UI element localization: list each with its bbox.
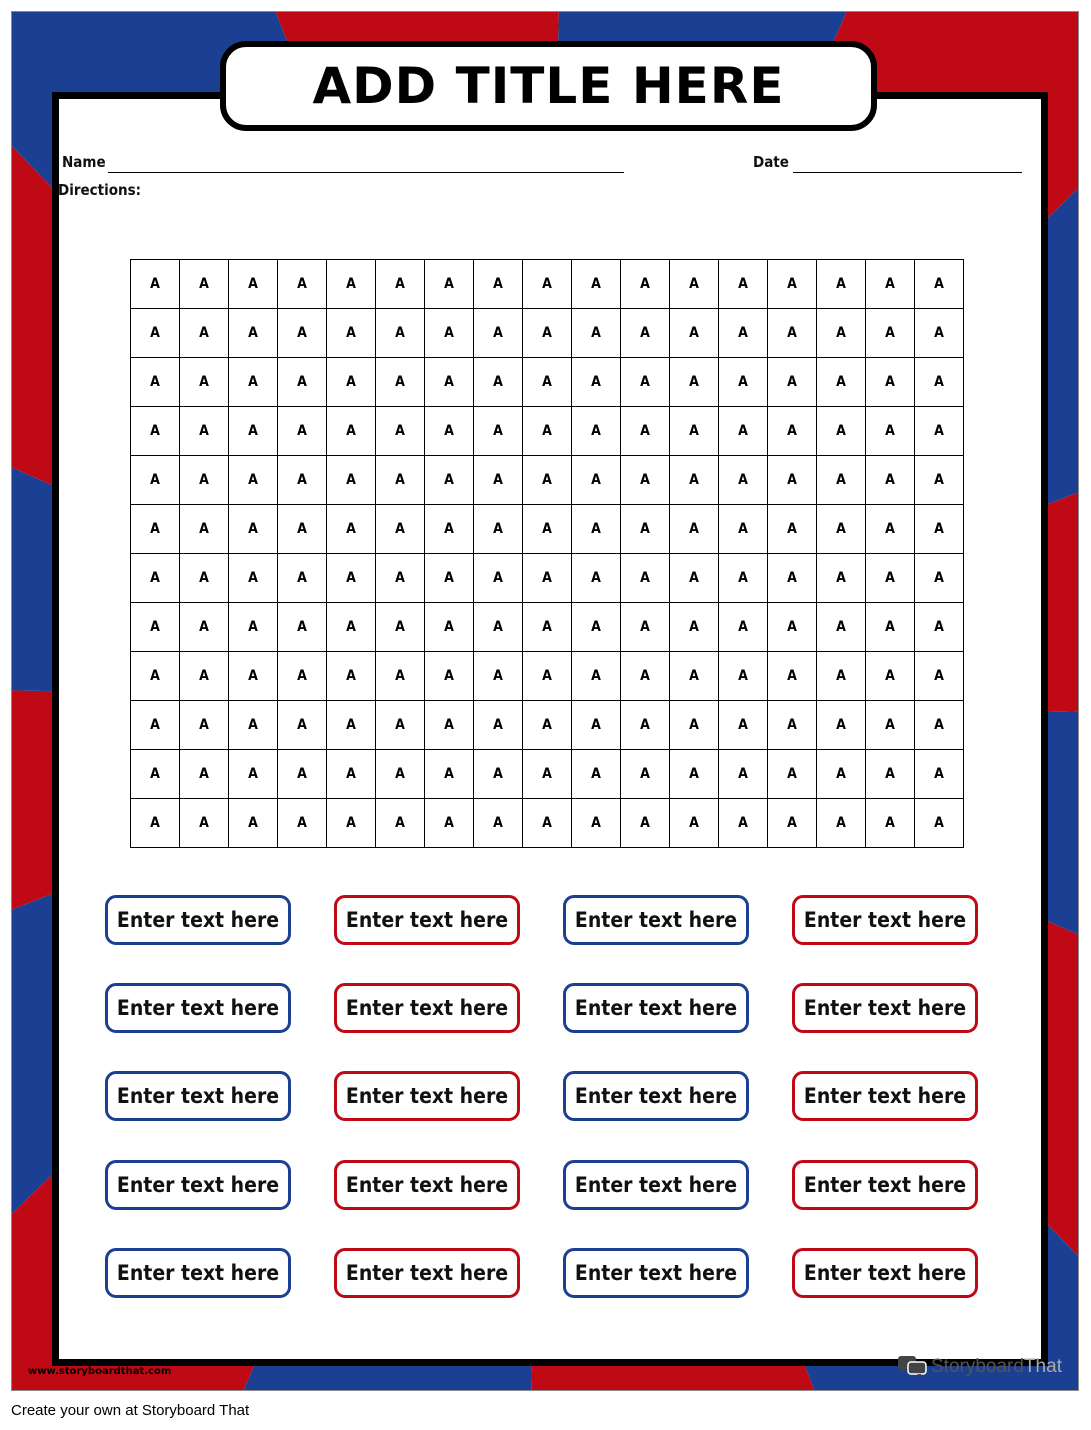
grid-cell[interactable]: A	[670, 799, 719, 848]
grid-cell[interactable]: A	[670, 554, 719, 603]
grid-cell[interactable]: A	[474, 309, 523, 358]
grid-cell[interactable]: A	[572, 750, 621, 799]
grid-cell[interactable]: A	[474, 603, 523, 652]
grid-cell[interactable]: A	[229, 358, 278, 407]
grid-cell[interactable]: A	[278, 750, 327, 799]
grid-cell[interactable]: A	[915, 456, 964, 505]
grid-cell[interactable]: A	[523, 799, 572, 848]
grid-cell[interactable]: A	[278, 603, 327, 652]
grid-cell[interactable]: A	[670, 652, 719, 701]
grid-cell[interactable]: A	[180, 750, 229, 799]
grid-cell[interactable]: A	[621, 358, 670, 407]
grid-cell[interactable]: A	[425, 701, 474, 750]
grid-cell[interactable]: A	[278, 309, 327, 358]
grid-cell[interactable]: A	[719, 456, 768, 505]
grid-cell[interactable]: A	[572, 456, 621, 505]
grid-row	[131, 554, 964, 603]
grid-cell[interactable]: A	[621, 652, 670, 701]
grid-cell[interactable]: A	[572, 652, 621, 701]
brand-name-a: Storyboard	[931, 1356, 1024, 1377]
grid-cell[interactable]: A	[474, 260, 523, 309]
grid-cell[interactable]: A	[866, 799, 915, 848]
grid-cell[interactable]: A	[523, 554, 572, 603]
grid-cell[interactable]: A	[817, 309, 866, 358]
grid-cell[interactable]: A	[670, 260, 719, 309]
grid-cell[interactable]: A	[425, 505, 474, 554]
grid-cell[interactable]: A	[817, 603, 866, 652]
grid-cell[interactable]: A	[523, 750, 572, 799]
grid-cell[interactable]: A	[572, 358, 621, 407]
grid-cell[interactable]: A	[719, 750, 768, 799]
grid-cell[interactable]: A	[131, 603, 180, 652]
grid-cell[interactable]: A	[523, 358, 572, 407]
grid-cell[interactable]: A	[180, 260, 229, 309]
word-bank-box[interactable]: Enter text here	[334, 1160, 520, 1210]
grid-cell[interactable]: A	[229, 701, 278, 750]
grid-cell[interactable]: A	[376, 309, 425, 358]
word-bank-box[interactable]: Enter text here	[563, 1160, 749, 1210]
grid-cell[interactable]: A	[131, 407, 180, 456]
name-line[interactable]	[108, 172, 624, 173]
grid-row	[131, 750, 964, 799]
grid-cell[interactable]: A	[621, 407, 670, 456]
grid-row	[131, 603, 964, 652]
grid-cell[interactable]: A	[915, 701, 964, 750]
grid-cell[interactable]: A	[131, 358, 180, 407]
grid-row	[131, 358, 964, 407]
date-label: Date	[753, 153, 789, 171]
grid-cell[interactable]: A	[670, 750, 719, 799]
grid-cell[interactable]: A	[572, 260, 621, 309]
word-bank-box[interactable]: Enter text here	[563, 895, 749, 945]
grid-cell[interactable]: A	[131, 701, 180, 750]
grid-cell[interactable]: A	[278, 358, 327, 407]
footer-text[interactable]: Create your own at Storyboard That	[11, 1402, 250, 1419]
grid-cell[interactable]: A	[621, 799, 670, 848]
grid-cell[interactable]: A	[327, 652, 376, 701]
grid-cell[interactable]: A	[180, 309, 229, 358]
grid-cell[interactable]: A	[817, 358, 866, 407]
grid-cell[interactable]: A	[229, 505, 278, 554]
grid-cell[interactable]: A	[768, 456, 817, 505]
word-bank-box[interactable]: Enter text here	[105, 1160, 291, 1210]
grid-cell[interactable]: A	[670, 505, 719, 554]
grid-cell[interactable]: A	[915, 652, 964, 701]
grid-cell[interactable]: A	[376, 603, 425, 652]
grid-cell[interactable]: A	[719, 554, 768, 603]
word-bank-box[interactable]: Enter text here	[334, 1248, 520, 1298]
grid-cell[interactable]: A	[719, 603, 768, 652]
grid-cell[interactable]: A	[817, 554, 866, 603]
grid-cell[interactable]: A	[621, 603, 670, 652]
grid-cell[interactable]: A	[327, 505, 376, 554]
grid-cell[interactable]: A	[474, 652, 523, 701]
grid-cell[interactable]: A	[376, 260, 425, 309]
word-bank-box[interactable]: Enter text here	[334, 983, 520, 1033]
grid-cell[interactable]: A	[229, 309, 278, 358]
grid-cell[interactable]: A	[866, 358, 915, 407]
grid-cell[interactable]: A	[670, 456, 719, 505]
grid-cell[interactable]: A	[425, 456, 474, 505]
name-label: Name	[62, 153, 106, 171]
grid-cell[interactable]: A	[278, 652, 327, 701]
word-bank-box[interactable]: Enter text here	[792, 895, 978, 945]
brand-name	[931, 1356, 1062, 1378]
grid-cell[interactable]: A	[327, 603, 376, 652]
grid-cell[interactable]: A	[131, 554, 180, 603]
grid-cell[interactable]: A	[915, 505, 964, 554]
word-bank-box[interactable]: Enter text here	[334, 1071, 520, 1121]
grid-row	[131, 799, 964, 848]
grid-cell[interactable]: A	[180, 456, 229, 505]
grid-cell[interactable]: A	[278, 505, 327, 554]
word-bank-box[interactable]: Enter text here	[792, 983, 978, 1033]
grid-cell[interactable]: A	[866, 701, 915, 750]
grid-row	[131, 701, 964, 750]
grid-cell[interactable]: A	[278, 799, 327, 848]
grid-cell[interactable]: A	[376, 750, 425, 799]
grid-cell[interactable]: A	[229, 799, 278, 848]
grid-cell[interactable]: A	[621, 456, 670, 505]
grid-cell[interactable]: A	[915, 260, 964, 309]
grid-cell[interactable]: A	[327, 456, 376, 505]
word-bank-box[interactable]: Enter text here	[334, 895, 520, 945]
grid-row	[131, 260, 964, 309]
grid-cell[interactable]: A	[229, 456, 278, 505]
grid-cell[interactable]: A	[278, 407, 327, 456]
grid-cell[interactable]: A	[817, 260, 866, 309]
grid-cell[interactable]: A	[131, 260, 180, 309]
grid-cell[interactable]: A	[376, 407, 425, 456]
word-bank-box[interactable]: Enter text here	[563, 1248, 749, 1298]
grid-cell[interactable]: A	[768, 309, 817, 358]
grid-cell[interactable]: A	[719, 260, 768, 309]
grid-cell[interactable]: A	[572, 554, 621, 603]
grid-cell[interactable]: A	[474, 554, 523, 603]
grid-cell[interactable]: A	[572, 799, 621, 848]
grid-cell[interactable]: A	[572, 407, 621, 456]
word-bank-box[interactable]: Enter text here	[792, 1248, 978, 1298]
grid-cell[interactable]: A	[621, 309, 670, 358]
grid-cell[interactable]: A	[425, 358, 474, 407]
grid-cell[interactable]: A	[425, 309, 474, 358]
date-line[interactable]	[793, 172, 1022, 173]
grid-cell[interactable]: A	[915, 358, 964, 407]
grid-cell[interactable]: A	[915, 799, 964, 848]
grid-cell[interactable]: A	[572, 505, 621, 554]
grid-cell[interactable]: A	[670, 701, 719, 750]
grid-cell[interactable]: A	[425, 260, 474, 309]
grid-cell[interactable]: A	[523, 701, 572, 750]
grid-cell[interactable]: A	[866, 456, 915, 505]
grid-cell[interactable]: A	[866, 554, 915, 603]
grid-row	[131, 652, 964, 701]
grid-cell[interactable]: A	[621, 505, 670, 554]
grid-cell[interactable]: A	[621, 554, 670, 603]
grid-cell[interactable]: A	[768, 652, 817, 701]
grid-cell[interactable]: A	[278, 260, 327, 309]
grid-cell[interactable]: A	[131, 799, 180, 848]
grid-cell[interactable]: A	[915, 407, 964, 456]
title-box[interactable]	[220, 41, 877, 131]
grid-cell[interactable]: A	[180, 652, 229, 701]
grid-cell[interactable]: A	[474, 799, 523, 848]
grid-cell[interactable]: A	[376, 799, 425, 848]
grid-cell[interactable]: A	[327, 750, 376, 799]
grid-cell[interactable]: A	[866, 603, 915, 652]
grid-cell[interactable]: A	[621, 750, 670, 799]
grid-cell[interactable]: A	[866, 652, 915, 701]
grid-cell[interactable]: A	[523, 652, 572, 701]
grid-cell[interactable]: A	[425, 652, 474, 701]
grid-cell[interactable]: A	[425, 750, 474, 799]
grid-cell[interactable]: A	[474, 407, 523, 456]
grid-cell[interactable]: A	[474, 358, 523, 407]
grid-cell[interactable]: A	[817, 407, 866, 456]
grid-cell[interactable]: A	[523, 407, 572, 456]
grid-cell[interactable]: A	[817, 652, 866, 701]
grid-cell[interactable]: A	[670, 309, 719, 358]
grid-cell[interactable]: A	[376, 456, 425, 505]
grid-cell[interactable]: A	[180, 554, 229, 603]
grid-cell[interactable]: A	[621, 260, 670, 309]
grid-cell[interactable]: A	[180, 701, 229, 750]
grid-cell[interactable]: A	[866, 407, 915, 456]
grid-cell[interactable]: A	[817, 701, 866, 750]
grid-cell[interactable]: A	[229, 652, 278, 701]
grid-cell[interactable]: A	[572, 701, 621, 750]
grid-cell[interactable]: A	[327, 260, 376, 309]
brand-logo[interactable]	[897, 1355, 1062, 1379]
grid-cell[interactable]: A	[523, 309, 572, 358]
grid-cell[interactable]: A	[131, 505, 180, 554]
grid-cell[interactable]: A	[768, 358, 817, 407]
website-link[interactable]: www.storyboardthat.com	[28, 1366, 172, 1377]
grid-cell[interactable]: A	[229, 554, 278, 603]
grid-cell[interactable]: A	[327, 407, 376, 456]
grid-cell[interactable]: A	[180, 505, 229, 554]
grid-cell[interactable]: A	[572, 603, 621, 652]
grid-cell[interactable]: A	[229, 260, 278, 309]
grid-cell[interactable]: A	[425, 554, 474, 603]
grid-cell[interactable]: A	[131, 750, 180, 799]
word-bank-box[interactable]: Enter text here	[105, 895, 291, 945]
grid-cell[interactable]: A	[474, 505, 523, 554]
grid-cell[interactable]: A	[278, 701, 327, 750]
grid-cell[interactable]: A	[327, 799, 376, 848]
grid-cell[interactable]: A	[474, 456, 523, 505]
grid-cell[interactable]: A	[915, 554, 964, 603]
grid-cell[interactable]: A	[768, 260, 817, 309]
grid-cell[interactable]: A	[327, 358, 376, 407]
grid-cell[interactable]: A	[768, 554, 817, 603]
grid-cell[interactable]: A	[719, 407, 768, 456]
grid-cell[interactable]: A	[768, 603, 817, 652]
grid-cell[interactable]: A	[523, 260, 572, 309]
grid-row	[131, 407, 964, 456]
brand-name-b: That	[1023, 1356, 1062, 1377]
grid-cell[interactable]: A	[915, 309, 964, 358]
word-bank-box[interactable]: Enter text here	[105, 1248, 291, 1298]
word-bank-box[interactable]: Enter text here	[792, 1071, 978, 1121]
grid-cell[interactable]: A	[180, 799, 229, 848]
grid-cell[interactable]: A	[670, 358, 719, 407]
grid-row	[131, 505, 964, 554]
grid-cell[interactable]: A	[866, 505, 915, 554]
grid-cell[interactable]: A	[768, 407, 817, 456]
grid-cell[interactable]: A	[523, 505, 572, 554]
grid-cell[interactable]: A	[180, 603, 229, 652]
word-bank-box[interactable]: Enter text here	[792, 1160, 978, 1210]
grid-cell[interactable]: A	[866, 750, 915, 799]
grid-cell[interactable]: A	[866, 309, 915, 358]
word-bank-box[interactable]: Enter text here	[563, 983, 749, 1033]
grid-cell[interactable]: A	[180, 407, 229, 456]
grid-cell[interactable]: A	[719, 309, 768, 358]
grid-cell[interactable]: A	[572, 309, 621, 358]
grid-cell[interactable]: A	[817, 456, 866, 505]
grid-cell[interactable]: A	[621, 701, 670, 750]
grid-cell[interactable]: A	[474, 750, 523, 799]
grid-cell[interactable]: A	[131, 652, 180, 701]
grid-cell[interactable]: A	[425, 407, 474, 456]
grid-cell[interactable]: A	[768, 701, 817, 750]
grid-cell[interactable]: A	[180, 358, 229, 407]
grid-cell[interactable]: A	[278, 554, 327, 603]
grid-cell[interactable]: A	[866, 260, 915, 309]
grid-cell[interactable]: A	[425, 603, 474, 652]
grid-cell[interactable]: A	[719, 505, 768, 554]
grid-cell[interactable]: A	[229, 750, 278, 799]
grid-cell[interactable]: A	[474, 701, 523, 750]
grid-cell[interactable]: A	[327, 309, 376, 358]
grid-cell[interactable]: A	[768, 799, 817, 848]
grid-cell[interactable]: A	[376, 652, 425, 701]
grid-cell[interactable]: A	[229, 603, 278, 652]
word-search-grid	[130, 259, 964, 848]
chat-bubbles-icon	[897, 1355, 927, 1379]
grid-cell[interactable]: A	[670, 603, 719, 652]
grid-cell[interactable]: A	[670, 407, 719, 456]
grid-row	[131, 456, 964, 505]
grid-cell[interactable]: A	[719, 799, 768, 848]
grid-cell[interactable]: A	[915, 750, 964, 799]
grid-cell[interactable]: A	[376, 505, 425, 554]
grid-cell[interactable]: A	[229, 407, 278, 456]
word-bank-box[interactable]: Enter text here	[563, 1071, 749, 1121]
grid-cell[interactable]: A	[278, 456, 327, 505]
grid-cell[interactable]: A	[327, 701, 376, 750]
grid-cell[interactable]: A	[817, 799, 866, 848]
grid-cell[interactable]: A	[131, 309, 180, 358]
grid-cell[interactable]: A	[376, 554, 425, 603]
grid-row	[131, 309, 964, 358]
grid-cell[interactable]: A	[523, 456, 572, 505]
grid-cell[interactable]: A	[817, 750, 866, 799]
grid-cell[interactable]: A	[719, 701, 768, 750]
grid-cell[interactable]: A	[719, 652, 768, 701]
grid-cell[interactable]: A	[817, 505, 866, 554]
directions-label: Directions:	[58, 181, 142, 199]
grid-cell[interactable]: A	[768, 750, 817, 799]
word-bank-box[interactable]: Enter text here	[105, 1071, 291, 1121]
word-bank-box[interactable]: Enter text here	[105, 983, 291, 1033]
grid-cell[interactable]: A	[719, 358, 768, 407]
grid-cell[interactable]: A	[131, 456, 180, 505]
grid-cell[interactable]: A	[376, 358, 425, 407]
grid-cell[interactable]: A	[425, 799, 474, 848]
grid-cell[interactable]: A	[376, 701, 425, 750]
grid-cell[interactable]: A	[768, 505, 817, 554]
grid-cell[interactable]: A	[523, 603, 572, 652]
grid-cell[interactable]: A	[327, 554, 376, 603]
grid-cell[interactable]: A	[915, 603, 964, 652]
page-title[interactable]: ADD TITLE HERE	[312, 57, 785, 115]
